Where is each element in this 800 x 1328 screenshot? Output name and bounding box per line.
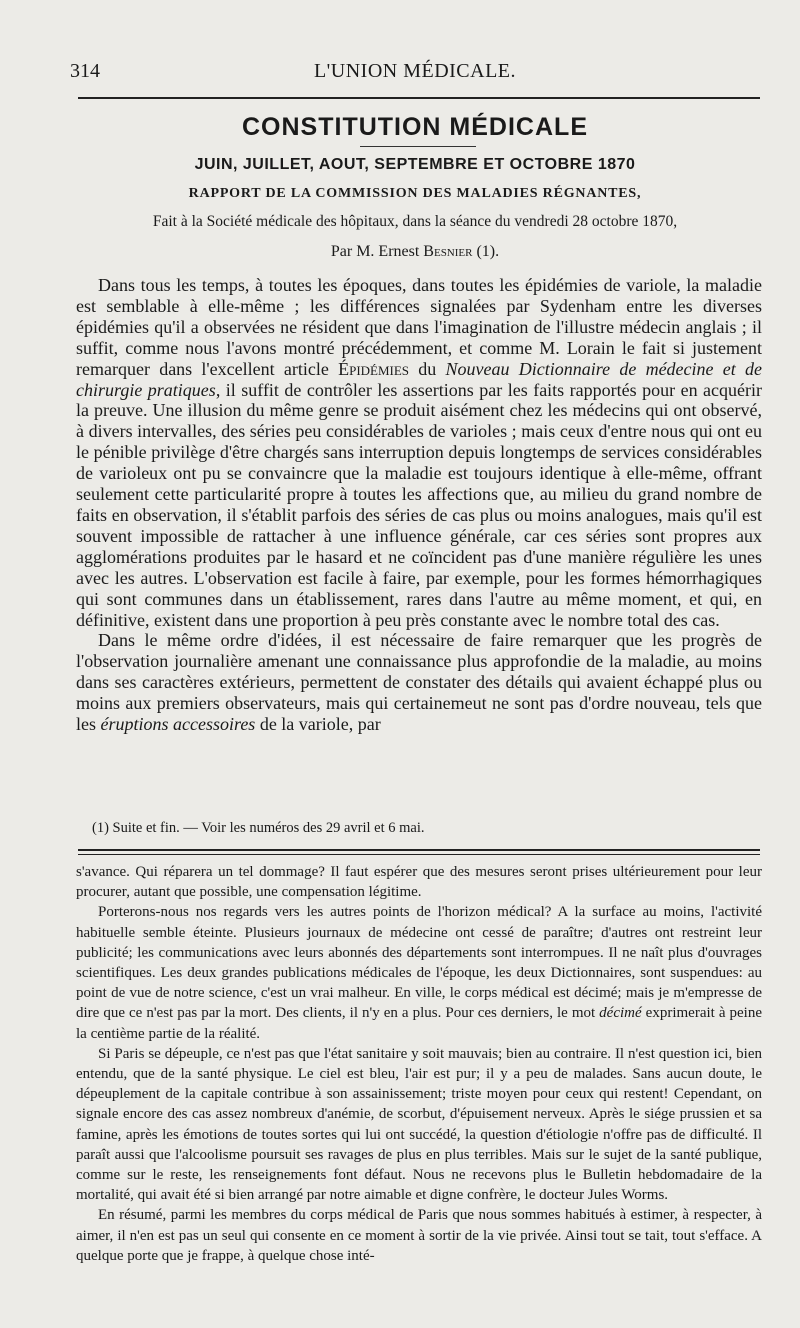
- feuilleton-paragraph-4: En résumé, parmi les membres du corps médical de Paris que nous sommes habitués à estimer, à respecter, à aimer, il n'en est pas un seul qui consente en ce moment à sortir de la vie privée. Ainsi tout se tait, tout s'efface. A quelque porte que je frappe, à quelque chose inté-: [76, 1207, 762, 1264]
- section-title: CONSTITUTION MÉDICALE: [242, 113, 588, 141]
- journal-title: L'UNION MÉDICALE.: [313, 60, 517, 82]
- article-body: [76, 275, 762, 735]
- paragraph-1-text-a: Dans tous les temps, à toutes les époques, dans toutes les épidémies de variole, la maladie est semblable à elle-même ; les différences signalées par Sydenham entre les diverses épidémies qu'il a observées ne résident que dans l'imagination de l'illustre médecin anglais ; il suffit, comme nous l'avons montré précédemment, et comme M. Lorain le fait si justement remarquer dans l'excellent article: [76, 275, 762, 379]
- report-author: [70, 243, 760, 261]
- paragraph-2: [76, 630, 762, 735]
- report-title: RAPPORT DE LA COMMISSION DES MALADIES RÉGNANTES,: [188, 186, 642, 201]
- article-reference: Épidémies: [338, 358, 410, 379]
- author-prefix: Par M. Ernest: [330, 243, 424, 260]
- running-header: [70, 58, 760, 88]
- feuilleton-rule-top: [78, 849, 760, 851]
- italic-term: éruptions accessoires: [100, 714, 256, 735]
- feuilleton-paragraph-3: Si Paris se dépeuple, ce n'est pas que l'état sanitaire y soit mauvais; bien au contraire. Il n'est question ici, bien entendu, que de la santé physique. Le ciel est bleu, l'air est pur; il y a peu de malades. Sans aucun doute, le dépeuplement de la capitale contribue à son assainissement; triste moyen pour ceux qui restent! Cependant, on signale encore des cas assez nombreux d'anémie, de scorbut, d'épuisement nerveux. Après le siége prussien et sa famine, après les émotions de toutes sortes qui lui ont succédé, la question d'étiologie n'offre pas de difficulté. Il paraît aussi que l'alcoolisme poursuit ses ravages de plus en plus terribles. Mais sur le sujet de la santé publique, comme sur le reste, les renseignements font défaut. Nous ne recevons plus le Bulletin hebdomadaire de la mortalité, qui avait été si bien arrangé par notre aimable et digne confrère, le docteur Jules Worms.: [76, 1045, 762, 1204]
- feuilleton-paragraph-2-text-b: exprimerait à peine la centième partie de la réalité.: [76, 1005, 762, 1042]
- footnote-ref: (1).: [472, 243, 500, 260]
- footnote: (1) Suite et fin. — Voir les numéros des 29 avril et 6 mai.: [92, 820, 425, 836]
- feuilleton-paragraph-2: [76, 902, 762, 1043]
- paragraph-2-text-a: Dans le même ordre d'idées, il est nécessaire de faire remarquer que les progrès de l'observation journalière amenant une connaissance plus approfondie de la maladie, au moins dans ses caractères extérieurs, permettent de constater des détails qui avaient échappé plus ou moins aux premiers observateurs, mais qui certainemeut ne sont pas d'ordre nouveau, tels que les: [76, 630, 762, 735]
- paragraph-1-text-b: du: [409, 358, 446, 379]
- feuilleton-paragraph-2-text-a: Porterons-nous nos regards vers les autres points de l'horizon médical? A la surface au moins, l'activité habituelle semble éteinte. Plusieurs journaux de médecine ont cessé de paraître; d'autres ont restreint leur publicité; les communications avec leurs abonnés des départements sont interrompues. Il ne naît plus d'ouvrages scientifiques. Les deux grandes publications médicales de l'époque, les deux Dictionnaires, sont suspendues: au point de vue de notre science, c'est un vrai malheur. En ville, le corps médical est décimé; mais je m'empresse de dire que ce n'est pas par la mort. Des clients, il n'y en a plus. Pour ces derniers, le mot: [76, 904, 762, 1022]
- dictionary-title: Nouveau Dictionnaire de médecine et de chirurgie pratiques: [76, 358, 762, 400]
- report-venue: Fait à la Société médicale des hôpitaux, dans la séance du vendredi 28 octobre 1870,: [152, 213, 678, 230]
- feuilleton-body: [76, 862, 762, 1266]
- feuilleton-rule-bottom: [78, 854, 760, 855]
- page-number: 314: [70, 60, 100, 82]
- period-subtitle: JUIN, JUILLET, AOUT, SEPTEMBRE ET OCTOBRE 1870: [194, 156, 636, 173]
- feuilleton-paragraph-1: s'avance. Qui réparera un tel dommage? Il faut espérer que des mesures seront prises ultérieurement pour leur procurer, autant que possible, une compensation légitime.: [76, 864, 762, 901]
- paragraph-1-text-c: , il suffit de contrôler les assertions par les faits rapportés pour en acquérir la preuve. Une illusion du même genre se produit aisément chez les médecins qui ont observé, à divers intervalles, des séries peu considérables de varioles ; mais ceux d'entre nous qui ont eu le pénible privilège d'être chargés sans interruption depuis longtemps de services considérables de varioleux ont pu se convaincre que la maladie est toujours identique à elle-même, offrant seulement cette particularité propre à toutes les affections que, au milieu du grand nombre de faits en observation, il s'établit parfois des séries de cas plus ou moins analogues, mais qu'il est souvent impossible de rattacher à une influence générale, car ces séries sont propres aux agglomérations produites par le hasard et ne coïncident pas d'une manière régulière les unes avec les autres. L'observation est facile à faire, par exemple, pour les formes hémorrhagiques qui sont communes dans un établissement, rares dans l'autre au même moment, et qui, en définitive, existent dans une proportion à peu près constante avec le nombre total des cas.: [76, 379, 763, 630]
- title-rule: [360, 146, 476, 147]
- paragraph-1: [76, 275, 762, 630]
- header-rule: [78, 97, 760, 99]
- paragraph-2-text-b: de la variole, par: [255, 714, 381, 735]
- author-name: Besnier: [423, 243, 473, 260]
- italic-word: décimé: [599, 1005, 642, 1022]
